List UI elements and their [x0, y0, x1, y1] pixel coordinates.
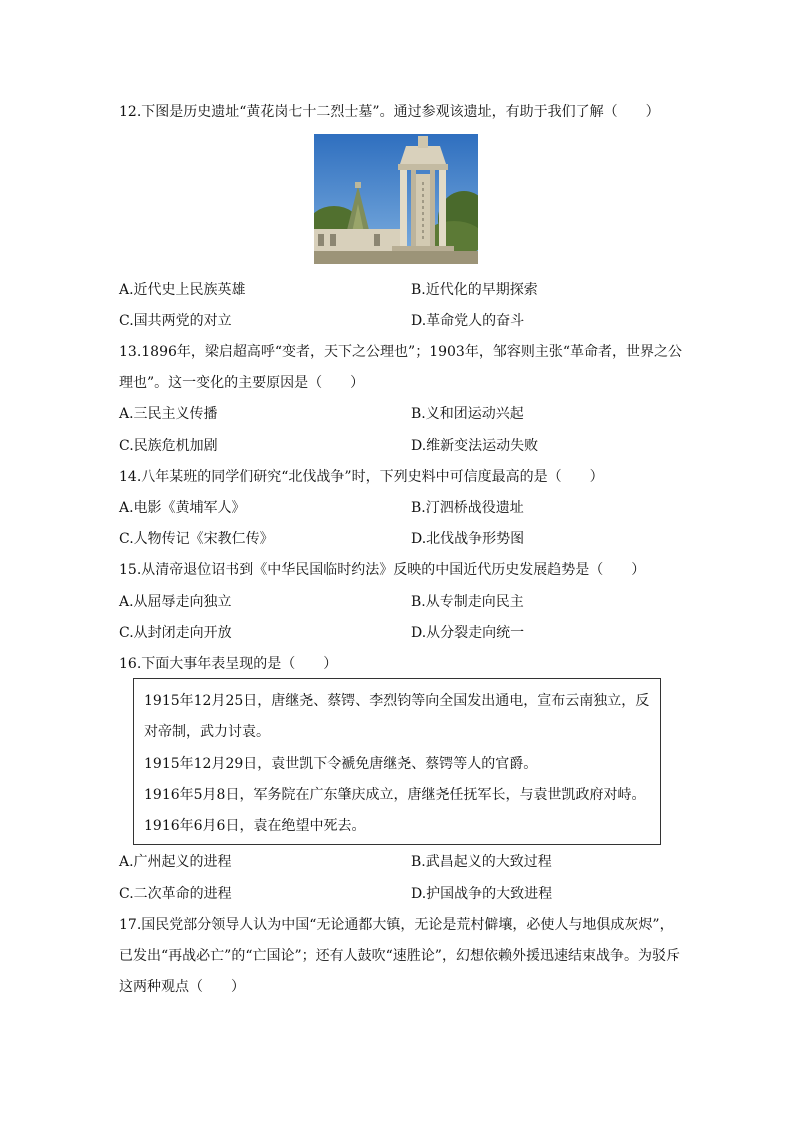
q14-option-b: B.汀泗桥战役遗址	[411, 500, 524, 516]
timeline-line-3: 1915年12月29日，袁世凯下令褫免唐继尧、蔡锷等人的官爵。	[144, 756, 538, 772]
q17-stem-line1: 17.国民党部分领导人认为中国“无论通都大镇，无论是荒村僻壤，必使人与地俱成灰烬”，	[119, 917, 674, 933]
q16-timeline-box	[133, 678, 661, 845]
q14-option-d: D.北伐战争形势图	[411, 531, 525, 547]
q17-stem-line3: 这两种观点（ ）	[119, 979, 245, 995]
q13-stem-line2: 理也”。这一变化的主要原因是（ ）	[119, 375, 365, 391]
q15-option-a: A.从屈辱走向独立	[119, 594, 232, 610]
q12-option-d: D.革命党人的奋斗	[411, 313, 525, 329]
q13-stem-line1: 13.1896年，梁启超高呼“变者，天下之公理也”；1903年，邹容则主张“革命者，世界之公	[119, 344, 682, 360]
q14-option-c: C.人物传记《宋教仁传》	[119, 531, 274, 547]
q15-stem: 15.从清帝退位诏书到《中华民国临时约法》反映的中国近代历史发展趋势是（ ）	[119, 562, 646, 578]
q16-option-b: B.武昌起义的大致过程	[411, 854, 552, 870]
q12-stem: 12.下图是历史遗址“黄花岗七十二烈士墓”。通过参观该遗址，有助于我们了解（ ）	[119, 104, 660, 120]
timeline-line-2: 对帝制，武力讨袁。	[144, 724, 270, 740]
q13-option-b: B.义和团运动兴起	[411, 406, 524, 422]
q15-option-b: B.从专制走向民主	[411, 594, 524, 610]
q17-stem-line2: 已发出“再战必亡”的“亡国论”；还有人鼓吹“速胜论”，幻想依赖外援迅速结束战争。为驳斥	[119, 948, 680, 964]
q14-option-a: A.电影《黄埔军人》	[119, 500, 246, 516]
q13-option-c: C.民族危机加剧	[119, 438, 218, 454]
q13-option-a: A.三民主义传播	[119, 406, 218, 422]
timeline-line-1: 1915年12月25日，唐继尧、蔡锷、李烈钧等向全国发出通电，宣布云南独立，反	[144, 693, 650, 709]
q12-option-c: C.国共两党的对立	[119, 313, 232, 329]
huanghuagang-monument-photo	[314, 134, 478, 264]
q12-option-a: A.近代史上民族英雄	[119, 282, 246, 298]
q15-option-d: D.从分裂走向统一	[411, 625, 525, 641]
timeline-line-4: 1916年5月8日，军务院在广东肇庆成立，唐继尧任抚军长，与袁世凯政府对峙。	[144, 787, 646, 803]
q13-option-d: D.维新变法运动失败	[411, 438, 539, 454]
timeline-line-5: 1916年6月6日，袁在绝望中死去。	[144, 818, 366, 834]
q16-option-d: D.护国战争的大致进程	[411, 886, 553, 902]
q15-option-c: C.从封闭走向开放	[119, 625, 232, 641]
q14-stem: 14.八年某班的同学们研究“北伐战争”时，下列史料中可信度最高的是（ ）	[119, 469, 604, 485]
q12-option-b: B.近代化的早期探索	[411, 282, 538, 298]
q16-stem: 16.下面大事年表呈现的是（ ）	[119, 656, 338, 672]
q16-option-a: A.广州起义的进程	[119, 854, 232, 870]
q16-option-c: C.二次革命的进程	[119, 886, 232, 902]
